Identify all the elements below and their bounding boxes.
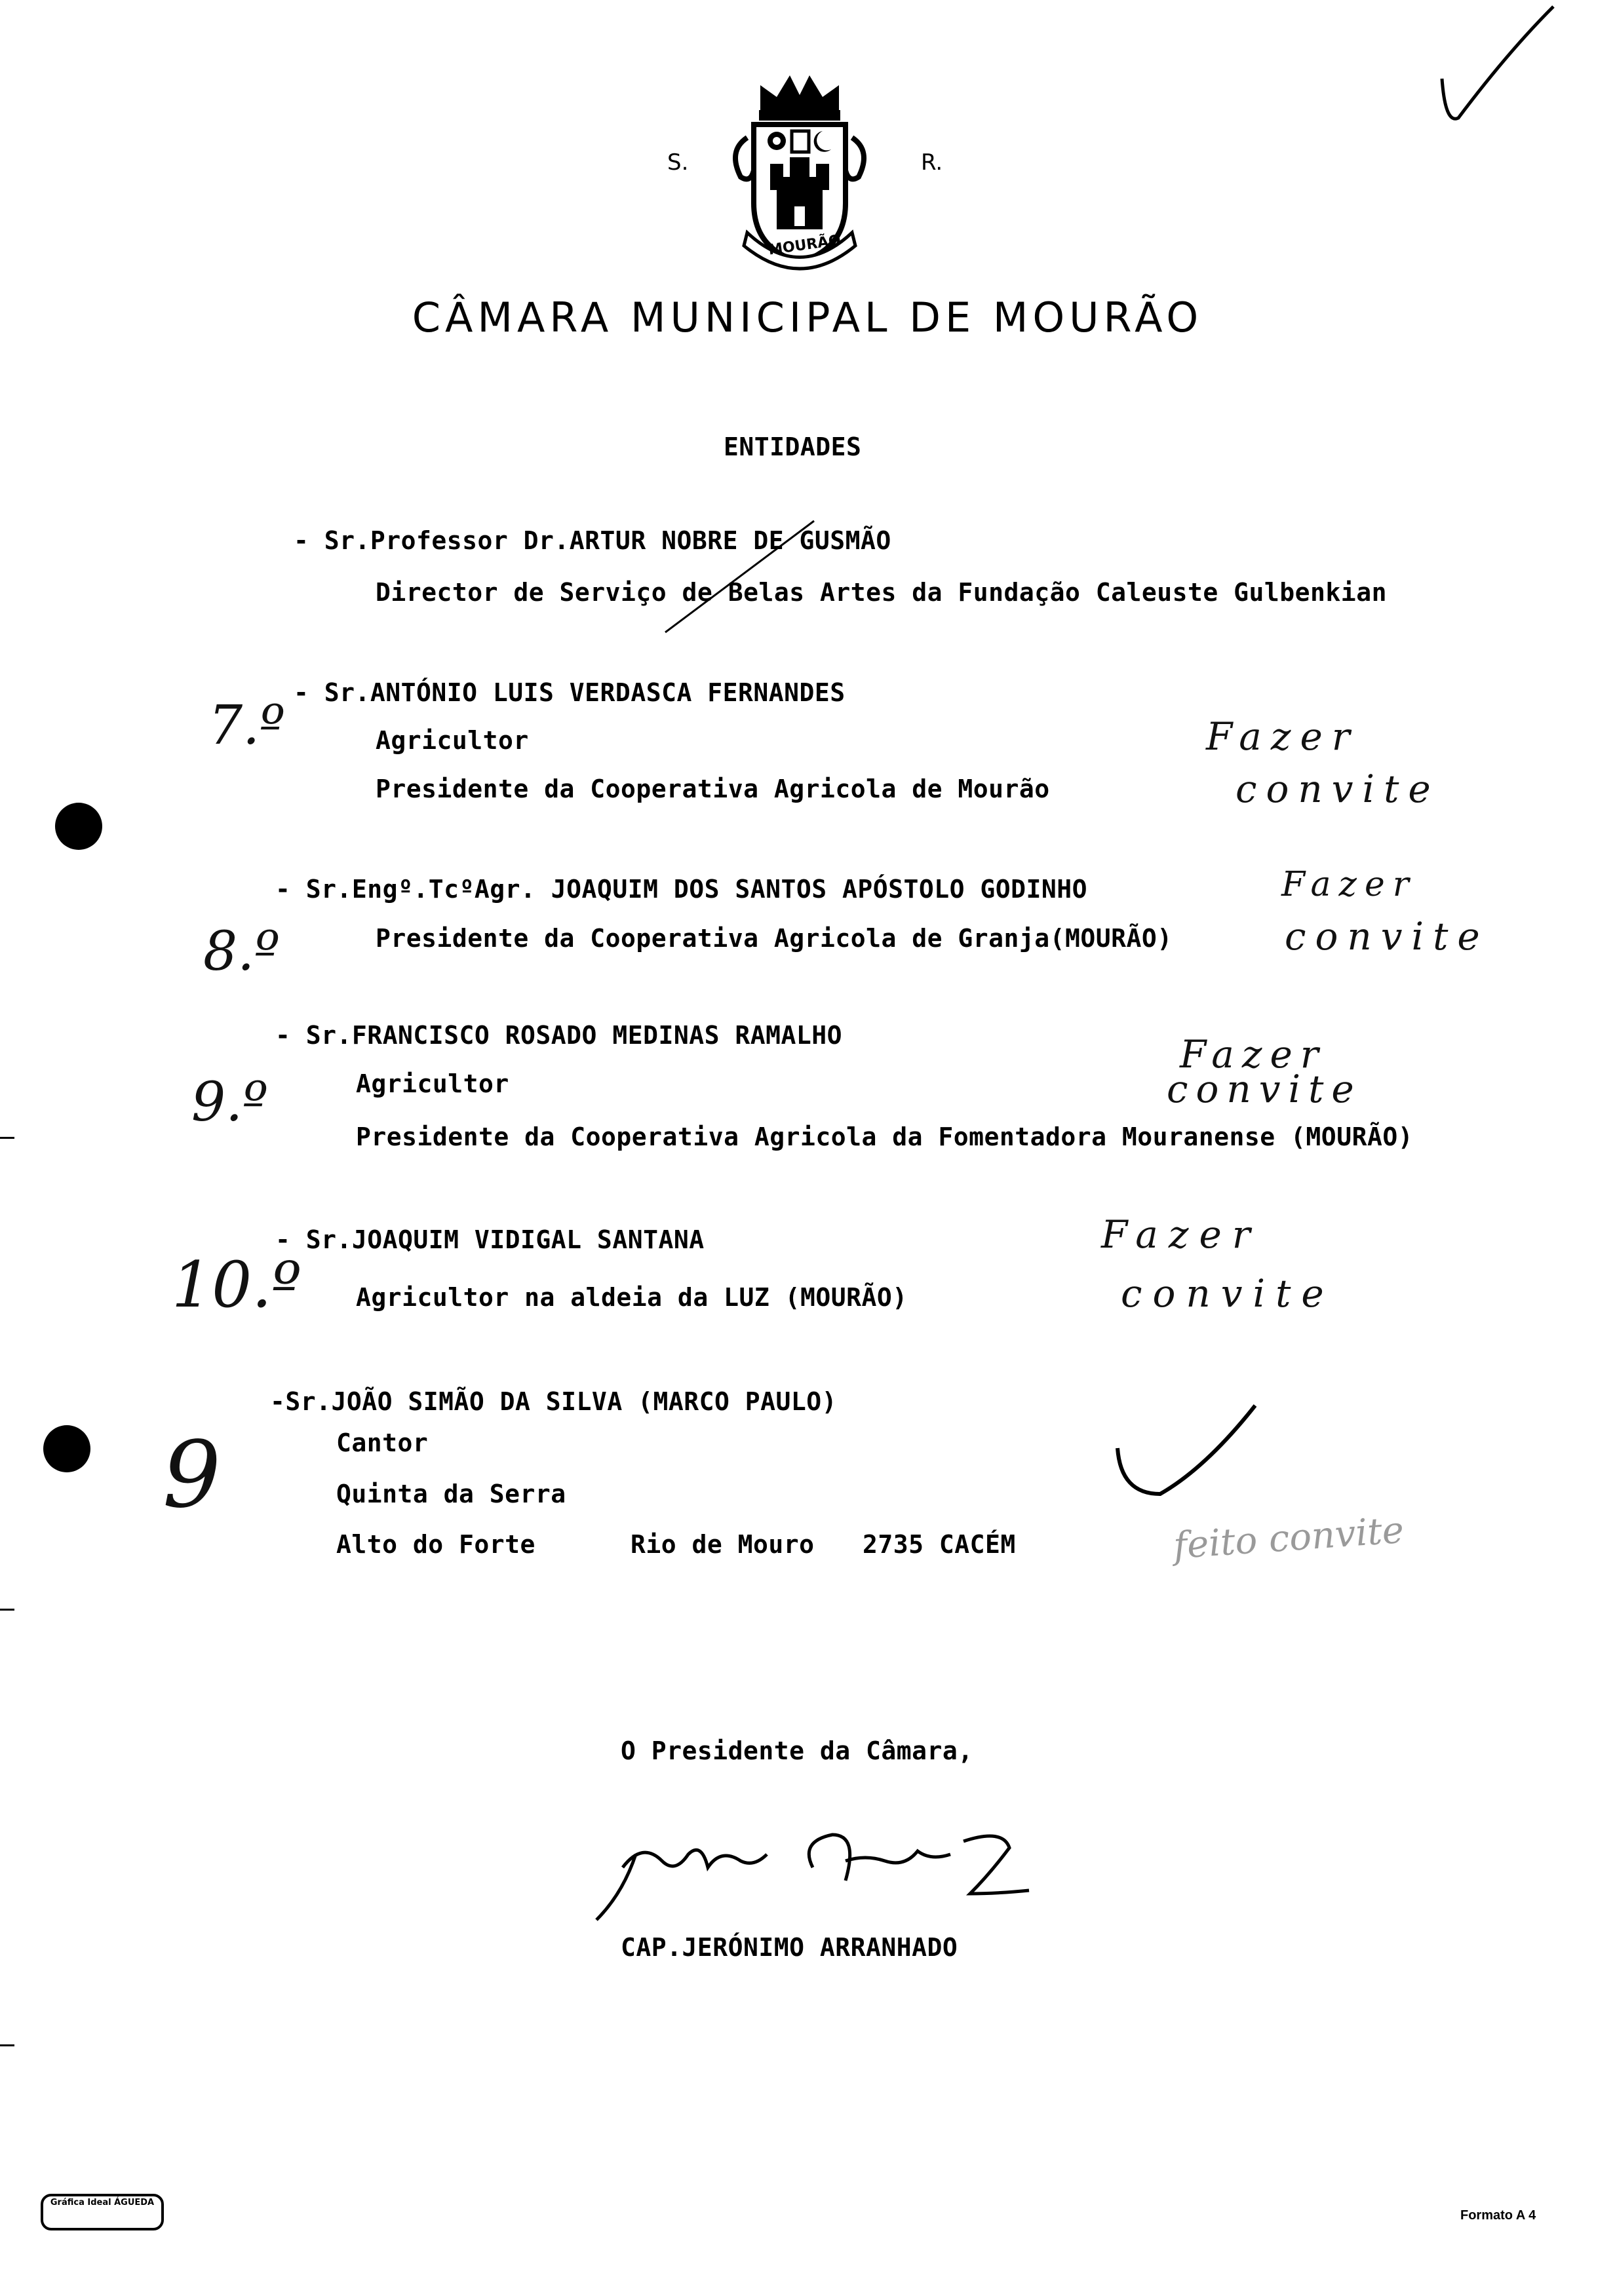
header-left-letter: S.	[667, 149, 689, 176]
entity-4-line-2: Presidente da Cooperativa Agricola da Fomentadora Mouranense (MOURÃO)	[356, 1122, 1414, 1151]
entity-3-name: - Sr.Engº.TcºAgr. JOAQUIM DOS SANTOS APÓSTOLO GODINHO	[275, 875, 1088, 904]
handwritten-note: Fazer	[1281, 865, 1417, 904]
entity-2-line-1: Agricultor	[376, 726, 529, 755]
printer-logo-text: Gráfica Ideal ÁGUEDA	[50, 2198, 155, 2208]
header-right-letter: R.	[921, 149, 943, 176]
section-heading: ENTIDADES	[724, 432, 862, 461]
entity-6-address-1: Alto do Forte	[336, 1530, 535, 1559]
entity-1-name: - Sr.Professor Dr.ARTUR NOBRE DE GUSMÃO	[294, 526, 891, 555]
edge-mark	[0, 1609, 14, 1611]
punch-hole-top	[55, 803, 102, 850]
edge-mark	[0, 1137, 14, 1139]
entity-6-line-2: Quinta da Serra	[336, 1480, 566, 1508]
entity-2-line-2: Presidente da Cooperativa Agricola de Mourão	[376, 775, 1050, 803]
entity-6-line-1: Cantor	[336, 1428, 429, 1457]
entity-3-line-1: Presidente da Cooperativa Agricola de Granja(MOURÃO)	[376, 924, 1173, 953]
handwritten-note: Fazer	[1180, 1032, 1327, 1077]
handwritten-note: convite	[1167, 1067, 1362, 1111]
entity-1-line-1: Director de Serviço de Belas Artes da Fundação Caleuste Gulbenkian	[376, 578, 1387, 607]
format-label: Formato A 4	[1460, 2208, 1536, 2223]
handwritten-number: 9.º	[191, 1071, 268, 1134]
faint-handwritten-note: feito convite	[1172, 1508, 1405, 1568]
entity-2-name: - Sr.ANTÓNIO LUIS VERDASCA FERNANDES	[294, 678, 846, 707]
handwritten-number: 8.º	[203, 921, 280, 983]
entity-6-address-2: Rio de Mouro	[631, 1530, 815, 1559]
handwritten-number: 10.º	[172, 1248, 302, 1322]
handwritten-signature	[583, 1815, 1042, 1933]
signatory-name: CAP.JERÓNIMO ARRANHADO	[621, 1933, 958, 1962]
check-mark-icon	[1429, 0, 1560, 131]
handwritten-note: convite	[1236, 767, 1440, 811]
entity-6-address-3: 2735 CACÉM	[863, 1530, 1016, 1559]
strike-through-mark	[662, 518, 819, 636]
crest-banner-text: MOURÃO	[767, 232, 842, 259]
punch-hole-bottom	[43, 1425, 90, 1472]
handwritten-number: 9	[163, 1422, 222, 1529]
entity-6-name: -Sr.JOÃO SIMÃO DA SILVA (MARCO PAULO)	[270, 1387, 837, 1416]
municipal-crest	[714, 66, 885, 282]
entity-5-name: - Sr.JOAQUIM VIDIGAL SANTANA	[275, 1225, 705, 1254]
edge-mark	[0, 2044, 14, 2046]
entity-4-line-1: Agricultor	[356, 1069, 509, 1098]
handwritten-number: 7.º	[208, 695, 285, 757]
printer-logo	[41, 2194, 164, 2230]
handwritten-note: convite	[1121, 1271, 1334, 1316]
entity-4-name: - Sr.FRANCISCO ROSADO MEDINAS RAMALHO	[275, 1021, 842, 1050]
check-mark-icon	[1108, 1389, 1265, 1507]
handwritten-note: Fazer	[1101, 1212, 1261, 1257]
entity-5-line-1: Agricultor na aldeia da LUZ (MOURÃO)	[356, 1283, 908, 1312]
handwritten-note: Fazer	[1206, 714, 1359, 759]
closing-line: O Presidente da Câmara,	[621, 1736, 973, 1765]
municipality-title: CÂMARA MUNICIPAL DE MOURÃO	[412, 294, 1203, 341]
handwritten-note: convite	[1285, 914, 1489, 959]
